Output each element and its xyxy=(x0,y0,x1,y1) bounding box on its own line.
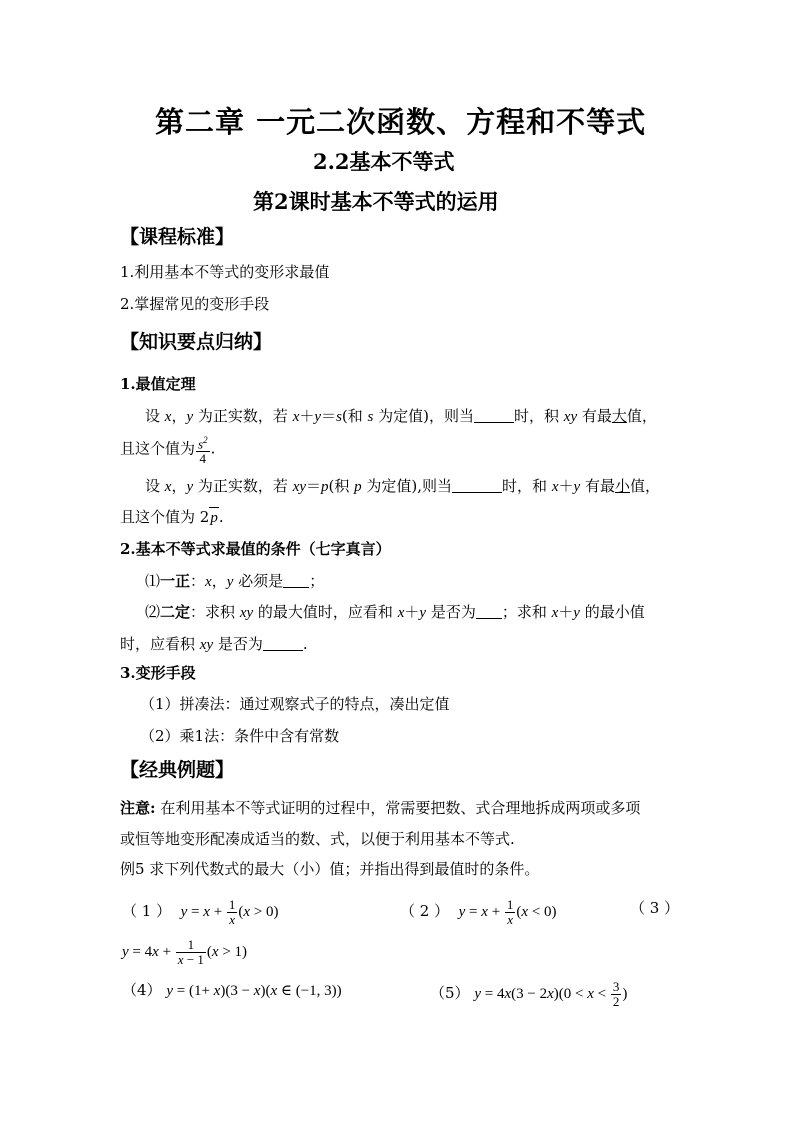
theorem-line-3: 设 x，y 为正实数，若 xy＝p(积 p 为定值),则当 时，和 x＋y 有最小值， xyxy=(145,477,660,495)
condition-1: ⑴一正：x，y 必须是 ； xyxy=(145,572,325,590)
note-line-2: 或恒等地变形配凑成适当的数、式，以便于利用基本不等式. xyxy=(120,830,515,848)
note-text-1: 在利用基本不等式证明的过程中，常需要把数、式合理地拆成两项或多项 xyxy=(160,799,641,817)
knowledge-heading: 【知识要点归纳】 xyxy=(120,331,273,353)
theorem-line-1: 设 x，y 为正实数，若 x＋y＝s(和 s 为定值)，则当 时，积 xy 有最大值， xyxy=(145,407,657,425)
theorem-line-4: 且这个值为 2p. xyxy=(120,508,224,526)
method-2: （2）乘1法：条件中含有常数 xyxy=(140,727,340,745)
problem-3: y = 4x + $\frac{1}{x - 1}$ (x > 1) xyxy=(122,937,248,967)
theorem-line-2: 且这个值为 $\frac{s^2}{4}$ . xyxy=(120,435,216,467)
section-title: 2.2基本不等式 xyxy=(313,149,455,174)
condition-2-cont: 时，应看积 xy 是否为 . xyxy=(120,635,308,653)
method-1: （1）拼凑法：通过观察式子的特点，凑出定值 xyxy=(140,695,450,713)
examples-heading: 【经典例题】 xyxy=(120,759,235,781)
note-line-1: 注意: 在利用基本不等式证明的过程中，常需要把数、式合理地拆成两项或多项 xyxy=(120,799,641,817)
problem-1: （ 1 ） y = x + $\frac{1}{x}$ (x > 0) xyxy=(122,897,279,927)
example-intro: 例5 求下列代数式的最大（小）值；并指出得到最值时的条件。 xyxy=(120,860,540,878)
conditions-heading: 2.基本不等式求最值的条件（七字真言） xyxy=(120,540,391,558)
problem-4: （4） y = (1+ x)(3 − x)(x ∈ (−1, 3)) xyxy=(122,981,342,999)
methods-heading: 3.变形手段 xyxy=(120,664,196,682)
lesson-title: 第2课时基本不等式的运用 xyxy=(253,189,499,214)
problem-5: （5） y = 4x(3 − 2x)(0 < x < $\frac{3}{2}$ ) xyxy=(430,979,628,1009)
problem-3-label: （ 3 ） xyxy=(630,899,680,917)
standard-item-2: 2.掌握常见的变形手段 xyxy=(120,295,270,313)
note-label: 注意 xyxy=(120,799,151,817)
chapter-title: 第二章 一元二次函数、方程和不等式 xyxy=(155,105,647,139)
problem-2: （ 2 ） y = x + $\frac{1}{x}$ (x < 0) xyxy=(400,897,557,927)
standard-item-1: 1.利用基本不等式的变形求最值 xyxy=(120,263,330,281)
condition-2: ⑵二定：求积 xy 的最大值时，应看和 x＋y 是否为 ；求和 x＋y 的最小值 xyxy=(145,603,645,621)
theorem-heading: 1.最值定理 xyxy=(120,375,196,393)
standards-heading: 【课程标准】 xyxy=(120,226,235,248)
